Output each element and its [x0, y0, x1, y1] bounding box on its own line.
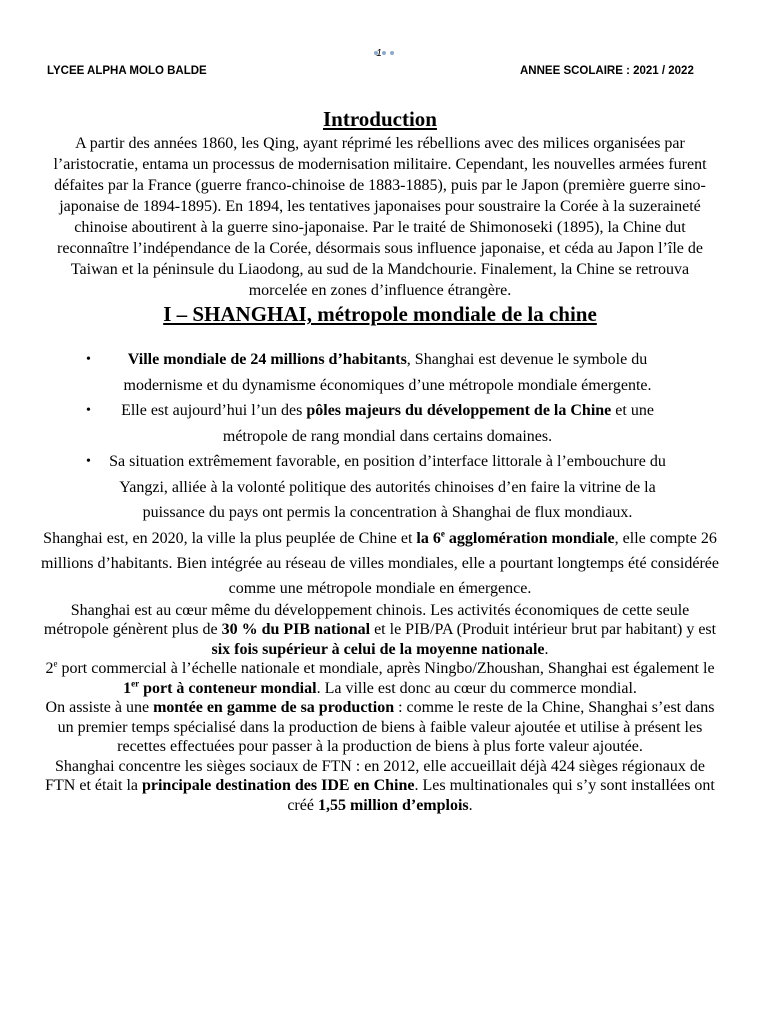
paragraph-economy: Shanghai est au cœur même du développement chinois. Les activités économiques de cette seule métropole génèrent plus de 30 % du PIB national et le PIB/PA (Produit intérieur brut par habitant) y est six fois supérieur à celui de la moyenne nationale.: [43, 601, 717, 658]
paragraph-ftn: Shanghai concentre les sièges sociaux de FTN : en 2012, elle accueillait déjà 424 sièges régionaux de FTN et était la principale destination des IDE en Chine. Les multinationales qui s’y sont installées ont créé 1,55 million d’emplois.: [45, 757, 715, 814]
bullet-list: [40, 347, 720, 526]
page-number: 1: [376, 48, 382, 59]
paragraph-production: On assiste à une montée en gamme de sa production : comme le reste de la Chine, Shanghai s’est dans un premier temps spécialisé dans la production de biens à faible valeur ajoutée et utilise à présent les recettes effectuées pour passer à la production de biens à plus forte valeur ajoutée.: [45, 699, 715, 755]
bullet-icon: •: [86, 352, 91, 367]
list-item: • Elle est aujourd’hui l’un des pôles majeurs du développement de la Chine et une métropole de rang mondial dans certains domaines.: [40, 398, 720, 449]
paragraph-population: Shanghai est, en 2020, la ville la plus peuplée de Chine et la 6e agglomération mondiale, elle compte 26 millions d’habitants. Bien intégrée au réseau de villes mondiales, elle a pourtant longtemps été considérée comme une métropole mondiale en émergence.: [40, 528, 719, 597]
paragraph-port: 2e port commercial à l’échelle nationale et mondiale, après Ningbo/Zhoushan, Shanghai est également le 1er port à conteneur mondial. La ville est donc au cœur du commerce mondial.: [45, 658, 715, 697]
introduction-title: Introduction: [323, 107, 437, 131]
section-1-title: I – SHANGHAI, métropole mondiale de la chine: [163, 302, 597, 326]
school-year: ANNEE SCOLAIRE : 2021 / 2022: [520, 65, 694, 77]
document-body: [40, 105, 720, 815]
school-name: LYCEE ALPHA MOLO BALDE: [47, 65, 207, 77]
bullet-icon: •: [86, 403, 91, 418]
introduction-paragraph: A partir des années 1860, les Qing, ayant réprimé les rébellions avec des milices organisées par l’aristocratie, entama un processus de modernisation militaire. Cependant, les nouvelles armées furent défaites par la France (guerre franco-chinoise de 1883-1885), puis par le Japon (première guerre sino-japonaise de 1894-1895). En 1894, les tentatives japonaises pour soustraire la Corée à la suzeraineté chinoise aboutirent à la guerre sino-japonaise. Par le traité de Shimonoseki (1895), la Chine dut reconnaître l’indépendance de la Corée, désormais sous influence japonaise, et céda au Japon l’île de Taiwan et la péninsule du Liaodong, au sud de la Mandchourie. Finalement, la Chine se retrouva morcelée en zones d’influence étrangère.: [53, 135, 707, 299]
bullet-icon: •: [86, 454, 91, 469]
list-item: • Ville mondiale de 24 millions d’habitants, Shanghai est devenue le symbole du modernisme et du dynamisme économiques d’une métropole mondiale émergente.: [40, 347, 720, 398]
list-item: • Sa situation extrêmement favorable, en position d’interface littorale à l’embouchure du Yangzi, alliée à la volonté politique des autorités chinoises d’en faire la vitrine de la puissance du pays ont permis la concentration à Shanghai de flux mondiaux.: [40, 449, 720, 526]
